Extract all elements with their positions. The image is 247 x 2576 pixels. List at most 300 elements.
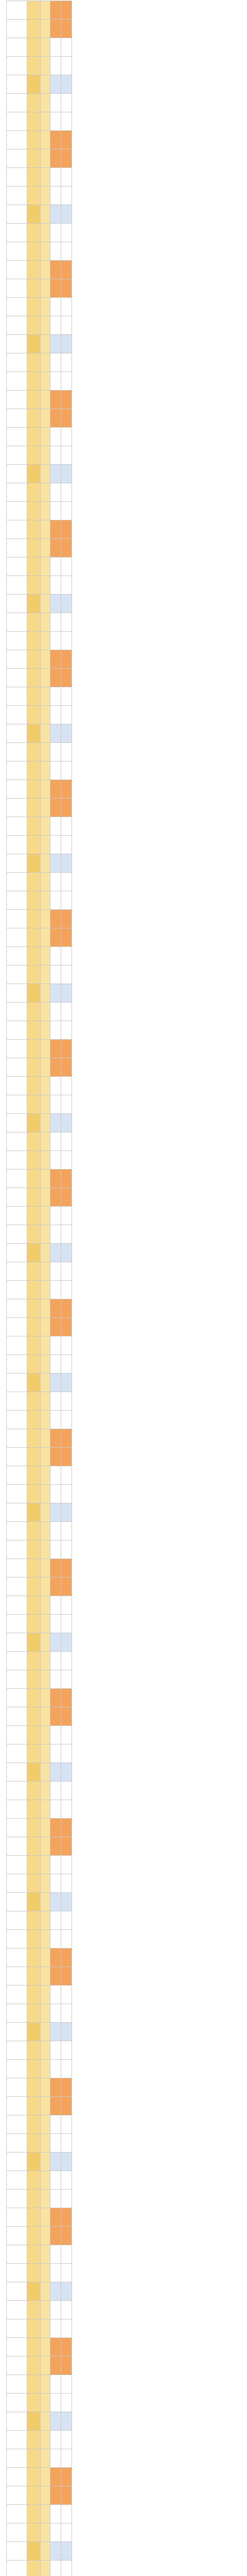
table-cell <box>27 595 41 613</box>
table-row <box>7 1874 72 1893</box>
table-cell <box>40 1318 50 1336</box>
table-cell <box>40 279 50 298</box>
table-cell <box>27 57 41 75</box>
table-row <box>7 168 72 187</box>
table-row <box>7 1244 72 1262</box>
table-cell <box>50 1114 61 1132</box>
table-cell <box>50 1392 61 1411</box>
table-cell <box>50 2115 61 2134</box>
table-cell <box>50 2153 61 2171</box>
table-row <box>7 353 72 372</box>
table-cell <box>27 1633 41 1652</box>
table-cell <box>40 205 50 224</box>
table-cell <box>27 1652 41 1670</box>
table-cell <box>50 539 61 557</box>
table-cell <box>27 928 41 947</box>
table-cell <box>7 502 27 520</box>
table-cell <box>40 984 50 1003</box>
table-row <box>7 1670 72 1689</box>
table-cell <box>50 557 61 576</box>
table-cell <box>27 2301 41 2319</box>
table-row <box>7 1967 72 1986</box>
table-cell <box>50 2041 61 2060</box>
table-cell <box>7 928 27 947</box>
table-cell <box>7 2431 27 2449</box>
table-cell <box>7 1003 27 1021</box>
table-row <box>7 428 72 446</box>
table-cell <box>50 446 61 465</box>
table-cell <box>40 1058 50 1077</box>
table-cell <box>7 2319 27 2338</box>
table-cell <box>61 873 72 891</box>
table-cell <box>50 1540 61 1559</box>
table-cell <box>27 724 41 743</box>
table-cell <box>7 2134 27 2153</box>
table-cell <box>61 1151 72 1170</box>
table-cell <box>40 2171 50 2190</box>
table-cell <box>61 2115 72 2134</box>
table-cell <box>27 1503 41 1522</box>
table-cell <box>61 817 72 836</box>
table-cell <box>27 1040 41 1058</box>
table-cell <box>27 706 41 724</box>
table-cell <box>61 483 72 502</box>
table-cell <box>27 1299 41 1318</box>
table-cell <box>40 1374 50 1392</box>
table-cell <box>50 2505 61 2523</box>
table-cell <box>27 94 41 112</box>
table-row <box>7 57 72 75</box>
table-cell <box>40 1355 50 1374</box>
table-cell <box>40 2412 50 2431</box>
table-cell <box>40 2023 50 2041</box>
table-cell <box>7 2301 27 2319</box>
table-row <box>7 20 72 38</box>
table-cell <box>27 353 41 372</box>
table-row <box>7 2431 72 2449</box>
table-cell <box>7 1763 27 1782</box>
table-cell <box>40 1707 50 1726</box>
table-cell <box>40 1782 50 1800</box>
table-row <box>7 2078 72 2097</box>
table-cell <box>27 1225 41 1244</box>
table-cell <box>40 1411 50 1429</box>
table-cell <box>61 112 72 131</box>
table-cell <box>7 465 27 483</box>
table-cell <box>27 1336 41 1355</box>
table-cell <box>50 1652 61 1670</box>
table-cell <box>61 1596 72 1615</box>
table-row <box>7 2486 72 2505</box>
table-cell <box>7 576 27 595</box>
table-row <box>7 1856 72 1874</box>
table-cell <box>27 743 41 761</box>
table-cell <box>40 557 50 576</box>
table-cell <box>40 1800 50 1819</box>
table-cell <box>50 1170 61 1188</box>
table-cell <box>40 836 50 854</box>
table-cell <box>50 2357 61 2375</box>
table-cell <box>40 687 50 706</box>
table-cell <box>50 1578 61 1596</box>
table-cell <box>61 1911 72 1930</box>
table-cell <box>27 557 41 576</box>
table-cell <box>50 1336 61 1355</box>
table-cell <box>40 1151 50 1170</box>
table-cell <box>27 2505 41 2523</box>
table-cell <box>7 1281 27 1299</box>
table-cell <box>27 1095 41 1114</box>
table-cell <box>40 2190 50 2208</box>
table-cell <box>40 1522 50 1540</box>
table-cell <box>7 1930 27 1948</box>
table-cell <box>40 94 50 112</box>
table-cell <box>7 1466 27 1485</box>
table-cell <box>50 817 61 836</box>
table-cell <box>61 1540 72 1559</box>
table-cell <box>7 75 27 94</box>
table-cell <box>40 261 50 279</box>
table-cell <box>40 2431 50 2449</box>
table-cell <box>27 372 41 391</box>
table-cell <box>50 2449 61 2468</box>
table-cell <box>7 1114 27 1132</box>
table-cell <box>7 1095 27 1114</box>
table-cell <box>7 298 27 316</box>
table-cell <box>27 761 41 780</box>
table-cell <box>50 465 61 483</box>
table-cell <box>50 2338 61 2357</box>
table-cell <box>27 1114 41 1132</box>
table-cell <box>7 57 27 75</box>
table-cell <box>7 1837 27 1856</box>
table-cell <box>27 2097 41 2115</box>
table-row <box>7 1 72 20</box>
table-cell <box>61 1967 72 1986</box>
table-cell <box>61 1986 72 2004</box>
table-cell <box>7 595 27 613</box>
table-cell <box>7 1392 27 1411</box>
table-cell <box>7 1559 27 1578</box>
table-cell <box>40 2468 50 2486</box>
table-cell <box>40 595 50 613</box>
table-cell <box>27 1967 41 1986</box>
table-row <box>7 446 72 465</box>
table-cell <box>61 391 72 409</box>
table-cell <box>50 2078 61 2097</box>
table-cell <box>61 2561 72 2576</box>
table-cell <box>50 2394 61 2412</box>
table-cell <box>61 1578 72 1596</box>
table-cell <box>61 2338 72 2357</box>
table-cell <box>50 2264 61 2282</box>
table-cell <box>7 131 27 149</box>
table-cell <box>40 2060 50 2078</box>
table-cell <box>61 613 72 632</box>
table-cell <box>40 873 50 891</box>
table-row <box>7 724 72 743</box>
table-cell <box>27 1837 41 1856</box>
table-cell <box>7 761 27 780</box>
table-cell <box>7 799 27 817</box>
table-cell <box>50 2004 61 2023</box>
table-cell <box>27 1021 41 1040</box>
table-cell <box>7 187 27 205</box>
table-cell <box>27 632 41 650</box>
table-cell <box>7 446 27 465</box>
table-row <box>7 2190 72 2208</box>
table-cell <box>50 910 61 928</box>
table-cell <box>7 2245 27 2264</box>
table-cell <box>7 1336 27 1355</box>
table-cell <box>27 20 41 38</box>
table-cell <box>50 1596 61 1615</box>
table-cell <box>7 1151 27 1170</box>
table-row <box>7 131 72 149</box>
table-row <box>7 1726 72 1744</box>
table-cell <box>50 1132 61 1151</box>
table-cell <box>61 928 72 947</box>
table-cell <box>50 724 61 743</box>
table-cell <box>50 298 61 316</box>
table-row <box>7 891 72 910</box>
table-cell <box>61 2134 72 2153</box>
table-cell <box>61 2357 72 2375</box>
table-cell <box>61 428 72 446</box>
table-cell <box>40 854 50 873</box>
table-row <box>7 706 72 724</box>
table-cell <box>61 1893 72 1911</box>
table-cell <box>27 298 41 316</box>
table-row <box>7 520 72 539</box>
table-row <box>7 780 72 799</box>
table-row <box>7 1281 72 1299</box>
table-cell <box>61 316 72 335</box>
table-cell <box>50 1689 61 1707</box>
table-cell <box>50 984 61 1003</box>
table-cell <box>27 2171 41 2190</box>
table-cell <box>27 1132 41 1151</box>
table-cell <box>61 20 72 38</box>
table-cell <box>40 2542 50 2561</box>
table-cell <box>40 20 50 38</box>
table-row <box>7 391 72 409</box>
table-cell <box>27 1763 41 1782</box>
table-row <box>7 2264 72 2282</box>
table-cell <box>27 391 41 409</box>
table-row <box>7 2319 72 2338</box>
table-cell <box>7 984 27 1003</box>
table-cell <box>50 947 61 965</box>
table-cell <box>27 1262 41 1281</box>
table-cell <box>40 1095 50 1114</box>
table-cell <box>61 854 72 873</box>
table-cell <box>40 2561 50 2576</box>
table-cell <box>27 242 41 261</box>
table-cell <box>7 2468 27 2486</box>
table-cell <box>7 483 27 502</box>
table-cell <box>61 669 72 687</box>
table-cell <box>7 520 27 539</box>
table-cell <box>7 2523 27 2542</box>
table-cell <box>7 2394 27 2412</box>
table-cell <box>27 687 41 706</box>
table-cell <box>7 2264 27 2282</box>
table-cell <box>50 1021 61 1040</box>
table-cell <box>50 836 61 854</box>
data-table <box>6 1 72 2576</box>
table-cell <box>27 1244 41 1262</box>
table-row <box>7 242 72 261</box>
table-cell <box>27 2412 41 2431</box>
table-row <box>7 2208 72 2227</box>
table-row <box>7 149 72 168</box>
table-cell <box>40 224 50 242</box>
table-row <box>7 613 72 632</box>
table-cell <box>40 1670 50 1689</box>
table-cell <box>27 2153 41 2171</box>
table-row <box>7 1466 72 1485</box>
table-cell <box>61 1 72 20</box>
table-cell <box>40 1114 50 1132</box>
table-cell <box>7 2282 27 2301</box>
table-cell <box>27 2561 41 2576</box>
table-cell <box>40 520 50 539</box>
table-cell <box>61 947 72 965</box>
table-cell <box>27 38 41 57</box>
table-cell <box>27 2468 41 2486</box>
table-cell <box>61 1262 72 1281</box>
table-cell <box>50 372 61 391</box>
table-cell <box>50 1874 61 1893</box>
table-cell <box>50 1948 61 1967</box>
table-cell <box>40 112 50 131</box>
table-row <box>7 1596 72 1615</box>
table-cell <box>50 706 61 724</box>
table-cell <box>27 1559 41 1578</box>
table-cell <box>40 1132 50 1151</box>
table-cell <box>61 743 72 761</box>
table-cell <box>7 1856 27 1874</box>
table-cell <box>50 1782 61 1800</box>
table-cell <box>50 891 61 910</box>
table-cell <box>27 2115 41 2134</box>
table-cell <box>61 409 72 428</box>
table-cell <box>7 1355 27 1374</box>
table-cell <box>40 2078 50 2097</box>
table-cell <box>61 261 72 279</box>
table-cell <box>27 1170 41 1188</box>
table-row <box>7 910 72 928</box>
table-row <box>7 1392 72 1411</box>
table-cell <box>50 224 61 242</box>
table-cell <box>40 38 50 57</box>
table-cell <box>40 1948 50 1967</box>
table-cell <box>7 261 27 279</box>
table-cell <box>27 2431 41 2449</box>
table-cell <box>50 1 61 20</box>
table-cell <box>7 557 27 576</box>
table-cell <box>40 428 50 446</box>
table-cell <box>7 279 27 298</box>
table-row <box>7 409 72 428</box>
table-cell <box>40 1856 50 1874</box>
table-cell <box>50 1225 61 1244</box>
table-cell <box>27 1355 41 1374</box>
table-cell <box>61 799 72 817</box>
table-cell <box>40 1967 50 1986</box>
table-cell <box>50 1374 61 1392</box>
table-cell <box>40 57 50 75</box>
table-cell <box>50 2431 61 2449</box>
table-cell <box>40 928 50 947</box>
table-cell <box>61 1948 72 1967</box>
table-cell <box>27 613 41 632</box>
table-cell <box>40 706 50 724</box>
table-cell <box>50 1819 61 1837</box>
table-cell <box>27 1689 41 1707</box>
table-cell <box>61 1448 72 1466</box>
table-cell <box>7 149 27 168</box>
table-cell <box>27 2394 41 2412</box>
table-row <box>7 817 72 836</box>
table-row <box>7 75 72 94</box>
table-cell <box>27 1540 41 1559</box>
table-cell <box>7 1132 27 1151</box>
table-row <box>7 2523 72 2542</box>
table-cell <box>50 2486 61 2505</box>
table-cell <box>50 1670 61 1689</box>
table-cell <box>7 669 27 687</box>
table-cell <box>27 2060 41 2078</box>
table-cell <box>7 1503 27 1522</box>
table-cell <box>27 1151 41 1170</box>
table-cell <box>7 1578 27 1596</box>
table-cell <box>7 1615 27 1633</box>
table-row <box>7 873 72 891</box>
table-row <box>7 2412 72 2431</box>
table-cell <box>7 1244 27 1262</box>
table-cell <box>40 817 50 836</box>
table-cell <box>7 1411 27 1429</box>
table-cell <box>27 1578 41 1596</box>
table-row <box>7 2282 72 2301</box>
table-cell <box>7 2004 27 2023</box>
table-cell <box>61 1689 72 1707</box>
table-cell <box>61 224 72 242</box>
table-cell <box>50 1967 61 1986</box>
table-cell <box>7 1819 27 1837</box>
table-cell <box>7 1318 27 1336</box>
table-row <box>7 947 72 965</box>
table-row <box>7 2227 72 2245</box>
table-cell <box>27 2227 41 2245</box>
table-row <box>7 465 72 483</box>
table-cell <box>40 1448 50 1466</box>
table-cell <box>61 298 72 316</box>
table-cell <box>40 1299 50 1318</box>
table-cell <box>27 2134 41 2153</box>
table-cell <box>40 1615 50 1633</box>
table-cell <box>7 1021 27 1040</box>
table-row <box>7 1095 72 1114</box>
table-cell <box>40 316 50 335</box>
table-cell <box>40 724 50 743</box>
table-cell <box>50 2208 61 2227</box>
table-row <box>7 1355 72 1374</box>
table-cell <box>50 38 61 57</box>
table-cell <box>40 2134 50 2153</box>
